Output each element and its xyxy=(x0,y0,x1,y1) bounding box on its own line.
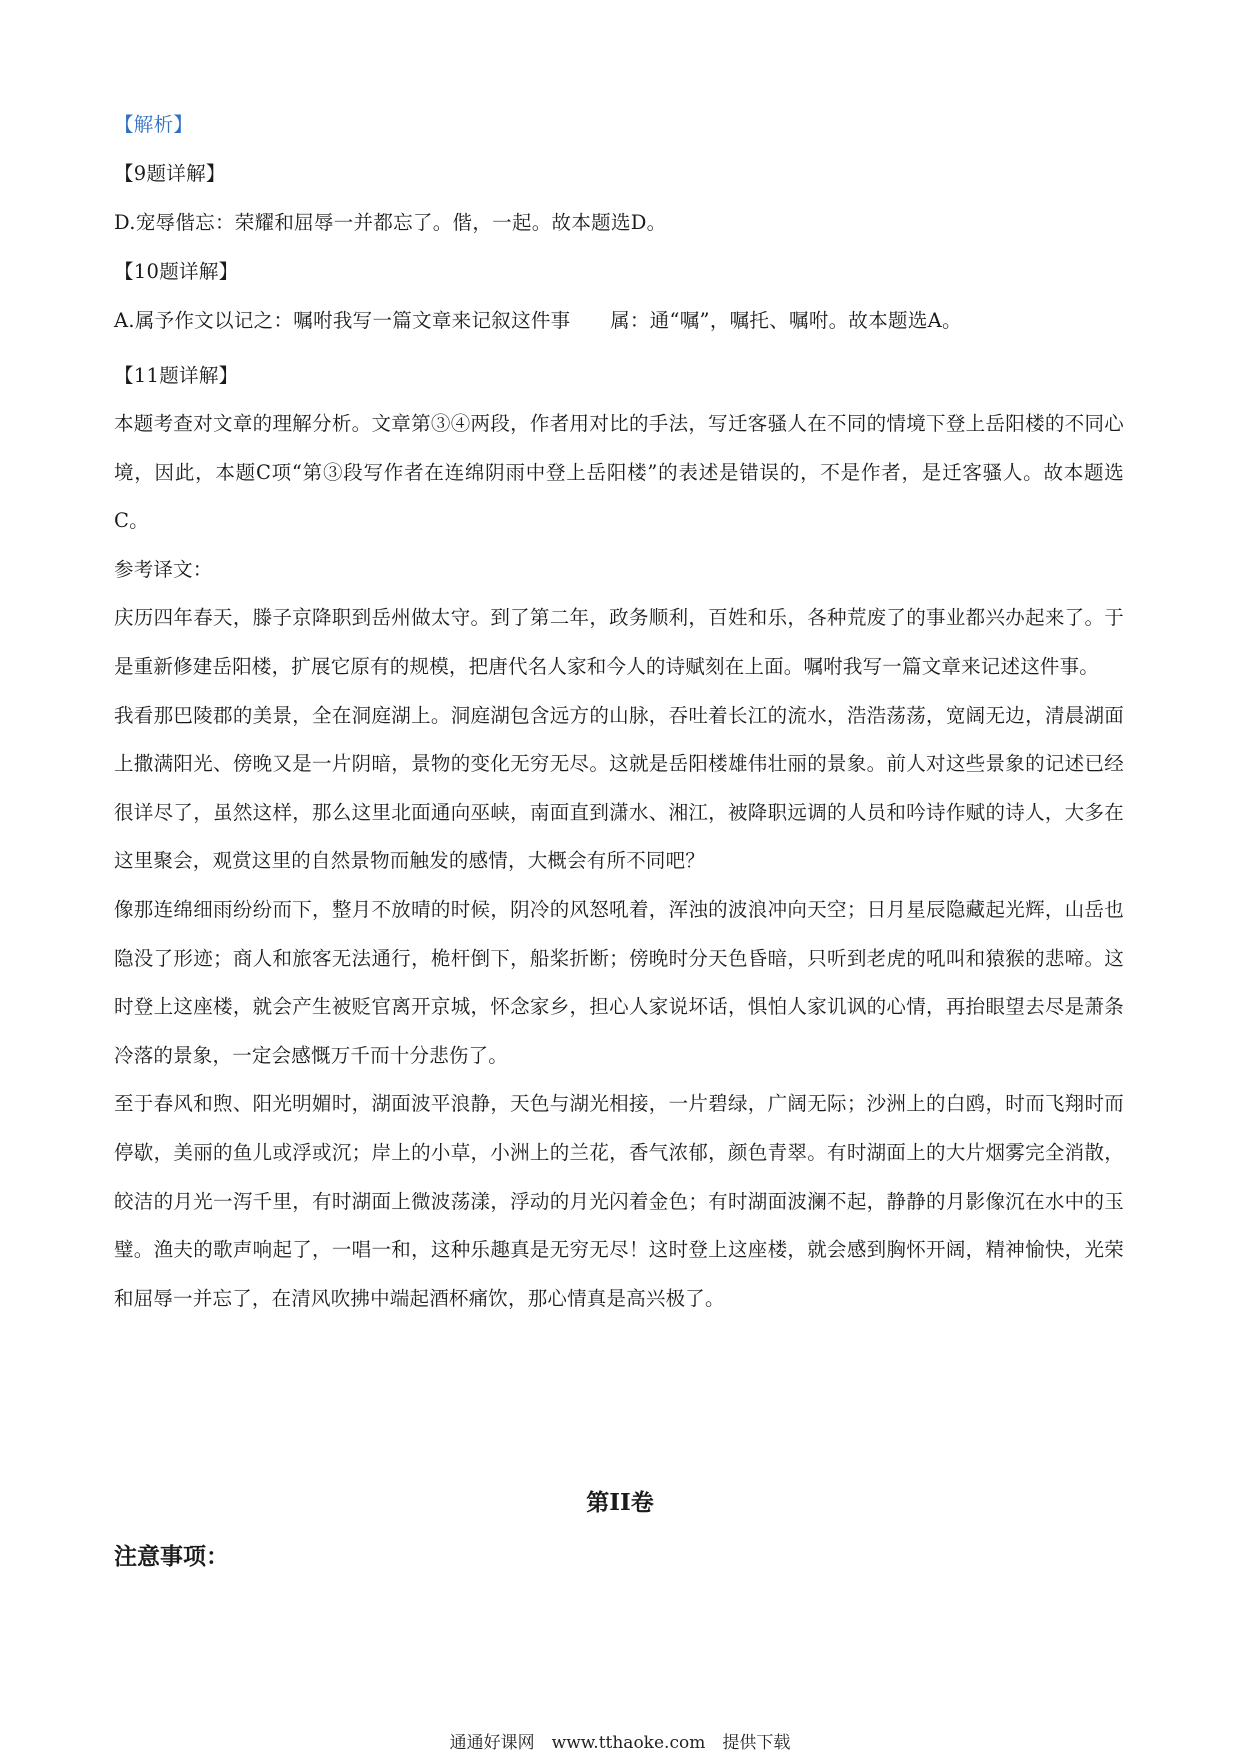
analysis-label: 【解析】 xyxy=(114,113,194,136)
translation-paragraph: 我看那巴陵郡的美景，全在洞庭湖上。洞庭湖包含远方的山脉，吞吐着长江的流水，浩浩荡荡，宽阔无边，清晨湖面上撒满阳光、傍晚又是一片阴暗，景物的变化无穷无尽。这就是岳阳楼雄伟壮丽的景象。前人对这些景象的记述已经很详尽了，虽然这样，那么这里北面通向巫峡，南面直到潇水、湘江，被降职远调的人员和吟诗作赋的诗人，大多在这里聚会，观赏这里的自然景物而触发的感情，大概会有所不同吧？ xyxy=(114,703,1124,873)
q11-text: 本题考查对文章的理解分析。文章第③④两段，作者用对比的手法，写迁客骚人在不同的情境下登上岳阳楼的不同心境，因此，本题C项“第③段写作者在连绵阴雨中登上岳阳楼”的表述是错误的，不是作者，是迁客骚人。故本题选C。 xyxy=(114,412,1124,533)
q9-header: 【9题详解】 xyxy=(114,162,226,185)
q9-text: D.宠辱偕忘：荣耀和屈辱一并都忘了。偕，一起。故本题选D。 xyxy=(114,211,667,234)
section-title: 第II卷 xyxy=(586,1489,654,1516)
q10-header: 【10题详解】 xyxy=(114,260,239,283)
translation-paragraph: 至于春风和煦、阳光明媚时，湖面波平浪静，天色与湖光相接，一片碧绿，广阔无际；沙洲上的白鸥，时而飞翔时而停歇，美丽的鱼儿或浮或沉；岸上的小草，小洲上的兰花，香气浓郁，颜色青翠。有时湖面上的大片烟雾完全消散，皎洁的月光一泻千里，有时湖面上微波荡漾，浮动的月光闪着金色；有时湖面波澜不起，静静的月影像沉在水中的玉璧。渔夫的歌声响起了，一唱一和，这种乐趣真是无穷无尽！这时登上这座楼，就会感到胸怀开阔，精神愉快，光荣和屈辱一并忘了，在清风吹拂中端起酒杯痛饮，那心情真是高兴极了。 xyxy=(114,1092,1124,1310)
translation-paragraph: 庆历四年春天，滕子京降职到岳州做太守。到了第二年，政务顺利，百姓和乐，各种荒废了的事业都兴办起来了。于是重新修建岳阳楼，扩展它原有的规模，把唐代名人家和今人的诗赋刻在上面。嘱咐我写一篇文章来记述这件事。 xyxy=(114,606,1124,678)
analysis-content xyxy=(114,100,1124,1323)
translation-label: 参考译文： xyxy=(114,557,213,581)
q10-text: A.属予作文以记之：嘱咐我写一篇文章来记叙这件事 属：通“嘱”，嘱托、嘱咐。故本题选A。 xyxy=(114,309,962,332)
translation-paragraph: 像那连绵细雨纷纷而下，整月不放晴的时候，阴冷的风怒吼着，浑浊的波浪冲向天空；日月星辰隐藏起光辉，山岳也隐没了形迹；商人和旅客无法通行，桅杆倒下，船桨折断；傍晚时分天色昏暗，只听到老虎的吼叫和猿猴的悲啼。这时登上这座楼，就会产生被贬官离开京城，怀念家乡，担心人家说坏话，惧怕人家讥讽的心情，再抬眼望去尽是萧条冷落的景象，一定会感慨万千而十分悲伤了。 xyxy=(114,897,1124,1067)
notice-label: 注意事项： xyxy=(114,1543,229,1570)
q11-header: 【11题详解】 xyxy=(114,364,239,387)
page-footer: 通通好课网 www.tthaoke.com 提供下载 xyxy=(449,1733,791,1753)
